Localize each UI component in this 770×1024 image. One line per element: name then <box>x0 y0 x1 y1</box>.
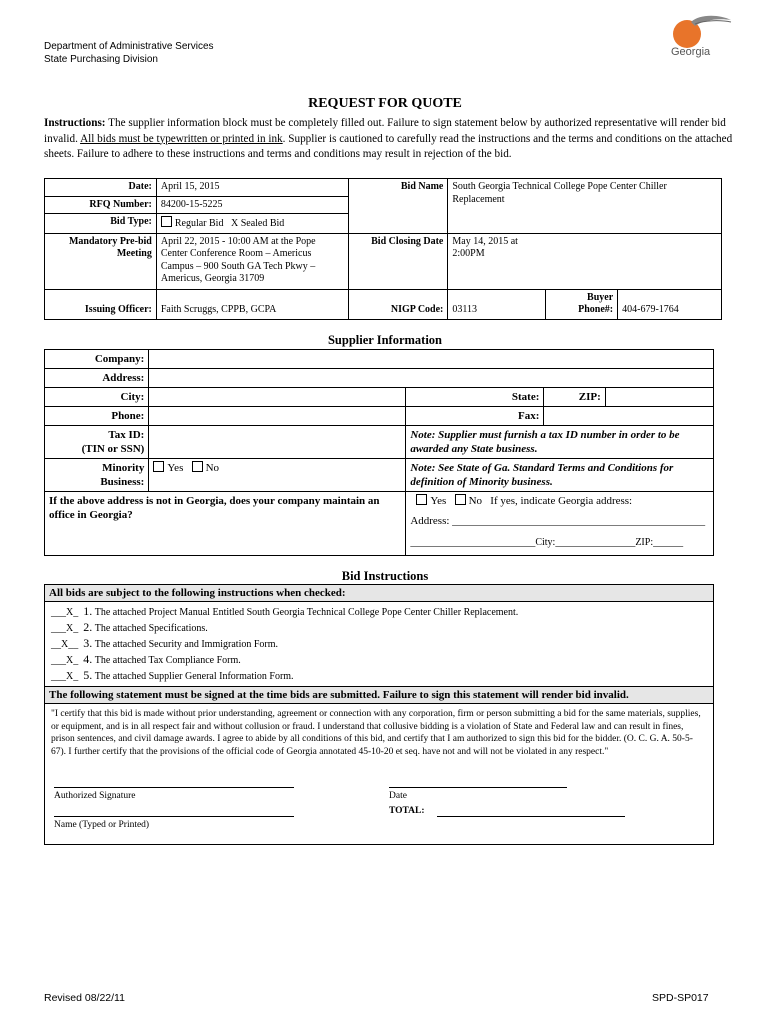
georgia-office-answer <box>406 492 714 556</box>
instructions <box>44 116 734 163</box>
minority-label-1: Minority <box>102 462 145 474</box>
buyer-phone-value[interactable]: 404-679-1764 <box>618 289 722 319</box>
buyer-label-1: Buyer <box>587 291 614 303</box>
regular-bid-checkbox[interactable] <box>161 216 172 227</box>
logo-text: Georgia <box>671 46 711 58</box>
regular-bid-label: Regular Bid <box>174 218 224 229</box>
fax-field[interactable] <box>544 407 714 426</box>
zip-field[interactable] <box>605 388 713 407</box>
total-line[interactable] <box>437 816 625 817</box>
item-text: The attached Project Manual Entitled South Georgia Technical College Pope Center Chiller Replacement. <box>94 607 519 618</box>
phone-field[interactable] <box>149 407 406 426</box>
list-item <box>51 636 707 652</box>
item-number: 4. <box>83 652 93 666</box>
supplier-table <box>44 349 714 556</box>
nigp-value[interactable]: 03113 <box>448 289 546 319</box>
georgia-address-line[interactable]: Address: ______________________________________________ <box>410 515 706 527</box>
date-value[interactable]: April 15, 2015 <box>156 179 348 197</box>
georgia-indicate-label: If yes, indicate Georgia address: <box>490 495 633 507</box>
address-label: Address: <box>45 369 149 388</box>
revised-date: Revised 08/22/11 <box>44 992 125 1004</box>
name-label: Name (Typed or Printed) <box>54 820 150 830</box>
header-department <box>44 40 214 66</box>
item-mark[interactable]: ___X_ <box>51 623 79 634</box>
item-mark[interactable]: __X__ <box>51 639 79 650</box>
issuing-officer-value[interactable]: Faith Scruggs, CPPB, GCPA <box>156 289 348 319</box>
georgia-logo <box>665 12 737 64</box>
city-line-mid: ________________ <box>555 537 636 548</box>
georgia-yes-checkbox[interactable] <box>416 494 427 505</box>
minority-no-checkbox[interactable] <box>192 461 203 472</box>
authorized-signature-label: Authorized Signature <box>54 791 136 801</box>
list-item <box>51 604 707 620</box>
buyer-label-2: Phone#: <box>578 304 614 315</box>
taxid-note: Note: Supplier must furnish a tax ID number in order to be awarded any State business. <box>406 426 714 459</box>
minority-label-2: Business: <box>100 476 145 488</box>
minority-yes-label: Yes <box>167 462 184 474</box>
bid-name-label: Bid Name <box>348 179 448 234</box>
bid-type-label: Bid Type: <box>45 214 157 234</box>
taxid-label <box>45 426 149 459</box>
bid-type-value <box>156 214 348 234</box>
item-text: The attached Supplier General Information Form. <box>94 671 294 682</box>
phone-label: Phone: <box>45 407 149 426</box>
item-text: The attached Tax Compliance Form. <box>94 655 241 666</box>
total-label: TOTAL: <box>389 806 425 816</box>
item-text: The attached Specifications. <box>94 623 208 634</box>
form-number: SPD-SP017 <box>652 992 709 1004</box>
rfq-number-label: RFQ Number: <box>45 196 157 214</box>
minority-label <box>45 459 149 492</box>
georgia-yes-label: Yes <box>430 495 447 507</box>
division-name: State Purchasing Division <box>44 54 158 65</box>
closing-date-value[interactable] <box>448 233 722 289</box>
bid-name-value[interactable]: South Georgia Technical College Pope Center Chiller Replacement <box>448 179 722 234</box>
minority-options <box>149 459 406 492</box>
minority-yes-checkbox[interactable] <box>153 461 164 472</box>
minority-note: Note: See State of Ga. Standard Terms and Conditions for definition of Minority business. <box>406 459 714 492</box>
bid-instructions-table <box>44 584 714 845</box>
list-item <box>51 652 707 668</box>
sealed-bid-label: X Sealed Bid <box>230 218 285 229</box>
date-label: Date: <box>45 179 157 197</box>
signature-statement: The following statement must be signed at the time bids are submitted. Failure to sign this statement will render bid invalid. <box>45 687 714 704</box>
city-label: City: <box>45 388 149 407</box>
rfq-number-value[interactable]: 84200-15-5225 <box>156 196 348 214</box>
item-number: 5. <box>83 668 93 682</box>
buyer-phone-label <box>546 289 618 319</box>
list-item <box>51 668 707 684</box>
supplier-section-title: Supplier Information <box>327 333 443 347</box>
state-label: State: <box>406 388 544 407</box>
item-number: 1. <box>83 604 93 618</box>
bid-instructions-title: Bid Instructions <box>341 569 429 583</box>
instructions-label: Instructions: <box>44 117 106 129</box>
closing-date-label: Bid Closing Date <box>348 233 448 289</box>
closing-date-text: May 14, 2015 at 2:00PM <box>452 235 518 259</box>
city-line-prefix: _________________________ <box>410 537 536 548</box>
list-item <box>51 620 707 636</box>
minority-no-label: No <box>205 462 220 474</box>
address-field[interactable] <box>149 369 714 388</box>
taxid-label-2: (TIN or SSN) <box>81 443 145 455</box>
fax-label: Fax: <box>406 407 544 426</box>
taxid-label-1: Tax ID: <box>108 429 145 441</box>
georgia-office-question: If the above address is not in Georgia, does your company maintain an office in Georgia? <box>45 492 406 556</box>
instructions-text-1: The supplier information block must be completely filled out. Failure to sign statement below by authorized representative will render bid invalid. <box>44 117 726 145</box>
company-field[interactable] <box>149 350 714 369</box>
city-line-end: ______ <box>653 537 684 548</box>
city-line-zip: ZIP: <box>635 537 654 548</box>
signature-date-label: Date <box>389 791 407 801</box>
authorized-signature-line[interactable] <box>54 787 294 788</box>
prebid-label: Mandatory Pre-bid Meeting <box>45 233 157 289</box>
prebid-value[interactable]: April 22, 2015 - 10:00 AM at the Pope Center Conference Room – Americus Campus – 900 South GA Tech Pkwy – Americus, Georgia 31709 <box>156 233 348 289</box>
page-title: REQUEST FOR QUOTE <box>308 96 462 111</box>
certification-text: "I certify that this bid is made without prior understanding, agreement or connection with any corporation, firm or person submitting a bid for the same materials, supplies, or equipment, and is in all respect fair and without collusion or fraud. I understand that collusive bidding is a violation of State and Federal law and can result in fines, prison sentences, and civil damage awards. I agree to abide by all conditions of this bid, and certify that I am authorized to sign this bid for the bidder. (O. C. G. A. 50-5-67). I further certify that the provisions of the official code of Georgia annotated 45-10-20 et seq. have not and will not be violated in any respect." <box>51 709 701 757</box>
date-line[interactable] <box>389 787 567 788</box>
item-mark[interactable]: ___X_ <box>51 607 79 618</box>
georgia-no-label: No <box>468 495 483 507</box>
item-text: The attached Security and Immigration Form. <box>94 639 279 650</box>
city-line-city: City: <box>535 537 556 548</box>
instructions-underlined: All bids must be typewritten or printed in ink <box>80 132 283 145</box>
issuing-officer-label: Issuing Officer: <box>45 289 157 319</box>
georgia-no-checkbox[interactable] <box>455 494 466 505</box>
bid-instructions-list <box>45 602 714 687</box>
item-number: 3. <box>83 636 93 650</box>
city-field[interactable] <box>149 388 406 407</box>
taxid-field[interactable] <box>149 426 406 459</box>
bid-instructions-header: All bids are subject to the following instructions when checked: <box>45 585 714 602</box>
item-number: 2. <box>83 620 93 634</box>
nigp-label: NIGP Code: <box>348 289 448 319</box>
zip-label: ZIP: <box>544 388 605 407</box>
georgia-city-zip-line[interactable] <box>410 536 709 550</box>
name-line[interactable] <box>54 816 294 817</box>
department-name: Department of Administrative Services <box>44 41 214 52</box>
item-mark[interactable]: ___X_ <box>51 671 79 682</box>
company-label: Company: <box>45 350 149 369</box>
rfq-details-table <box>44 178 722 320</box>
item-mark[interactable]: ___X_ <box>51 655 79 666</box>
instructions-text-2: . Supplier is cautioned to carefully read the instructions and the terms and conditions on the attached sheets. Failure to adhere to these instructions and terms and conditions may result in rejection of the bid. <box>44 132 733 160</box>
